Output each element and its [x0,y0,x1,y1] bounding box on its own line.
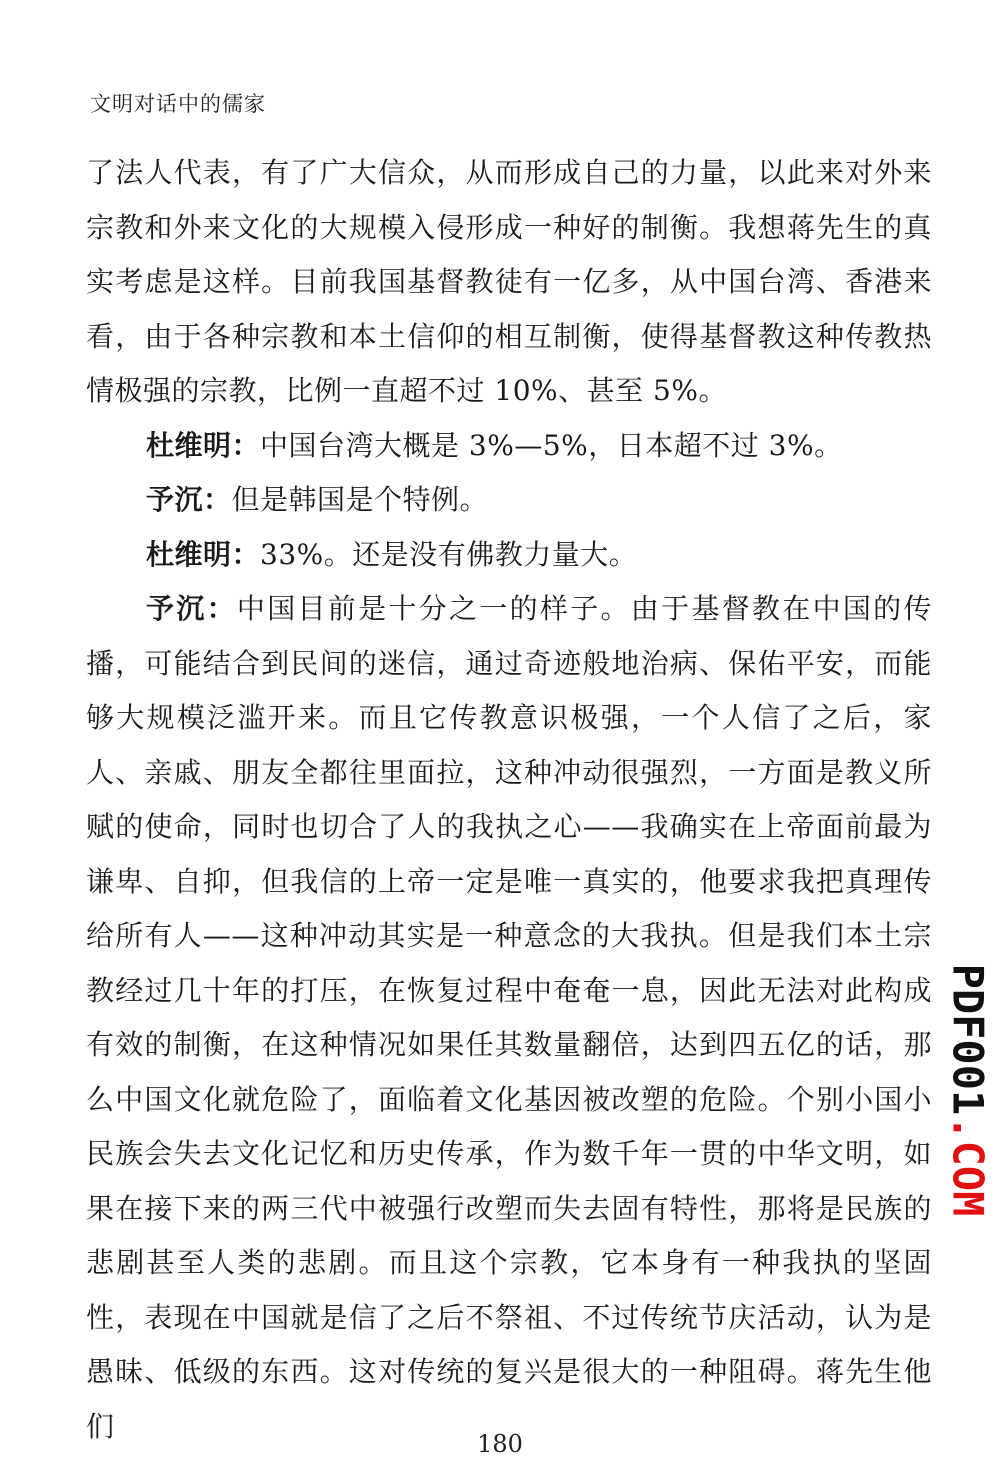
paragraph-5 [86,582,932,1454]
paragraph-4 [86,528,932,583]
watermark-prefix: PDF001 [943,963,993,1116]
running-header: 文明对话中的儒家 [90,92,266,116]
paragraph-text: 但是韩国是个特例。 [231,483,489,516]
body-text [86,146,932,1454]
paragraph-text: 中国台湾大概是 3%—5%，日本超不过 3%。 [260,428,843,462]
watermark-text [944,964,993,1217]
speaker-label: 杜维明： [146,428,261,462]
speaker-label: 予沉： [146,592,237,625]
watermark-suffix: .COM [943,1115,993,1217]
speaker-label: 杜维明： [146,537,261,571]
paragraph-3 [86,473,932,528]
page-number: 180 [477,1430,523,1458]
watermark [944,960,992,1220]
paragraph-1 [86,146,932,419]
paragraph-text: 33%。还是没有佛教力量大。 [260,537,638,571]
speaker-label: 予沉： [146,483,232,516]
paragraph-text: 了法人代表，有了广大信众，从而形成自己的力量，以此来对外来宗教和外来文化的大规模入侵形成一种好的制衡。我想蒋先生的真实考虑是这样。目前我国基督教徒有一亿多，从中国台湾、香港来看，由于各种宗教和本土信仰的相互制衡，使得基督教这种传教热情极强的宗教，比例一直超不过 10%、甚至 5%。 [86,156,932,407]
paragraph-2 [86,419,932,474]
paragraph-text: 中国目前是十分之一的样子。由于基督教在中国的传播，可能结合到民间的迷信，通过奇迹般地治病、保佑平安，而能够大规模泛滥开来。而且它传教意识极强，一个人信了之后，家人、亲戚、朋友全都往里面拉，这种冲动很强烈，一方面是教义所赋的使命，同时也切合了人的我执之心——我确实在上帝面前最为谦卑、自抑，但我信的上帝一定是唯一真实的，他要求我把真理传给所有人——这种冲动其实是一种意念的大我执。但是我们本土宗教经过几十年的打压，在恢复过程中奄奄一息，因此无法对此构成有效的制衡，在这种情况如果任其数量翻倍，达到四五亿的话，那么中国文化就危险了，面临着文化基因被改塑的危险。个别小国小民族会失去文化记忆和历史传承，作为数千年一贯的中华文明，如果在接下来的两三代中被强行改塑而失去固有特性，那将是民族的悲剧甚至人类的悲剧。而且这个宗教，它本身有一种我执的坚固性，表现在中国就是信了之后不祭祖、不过传统节庆活动，认为是愚昧、低级的东西。这对传统的复兴是很大的一种阻碍。蒋先生他们 [86,592,932,1443]
